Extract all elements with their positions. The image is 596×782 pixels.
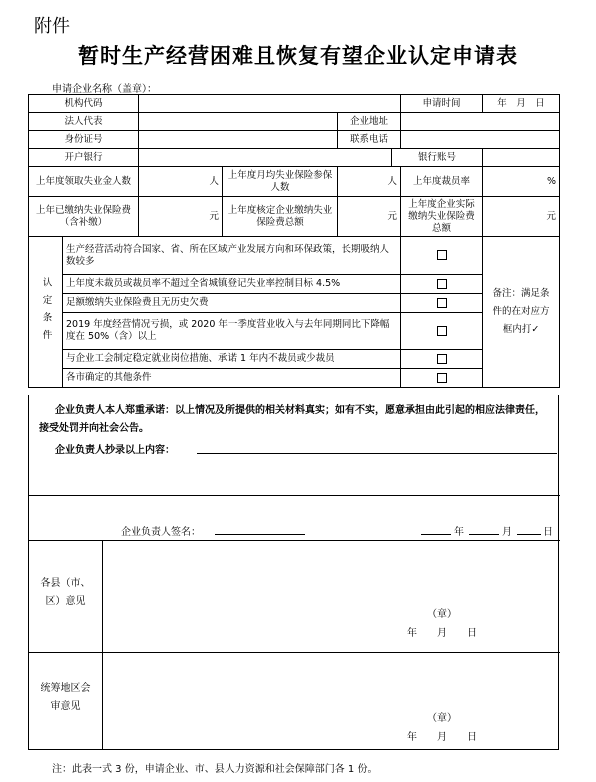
phone-label: 联系电话 bbox=[338, 131, 401, 149]
transcribe-label: 企业负责人抄录以上内容： bbox=[55, 445, 175, 456]
org-code-label: 机构代码 bbox=[29, 95, 139, 113]
actual-premium-label: 上年度企业实际缴纳失业保险费总额 bbox=[401, 197, 483, 237]
conditions-label: 认定条件 bbox=[29, 237, 63, 388]
checkbox-icon[interactable] bbox=[437, 326, 447, 336]
month-field[interactable] bbox=[469, 534, 499, 535]
apply-time-label: 申请时间 bbox=[401, 95, 483, 113]
legal-rep-label: 法人代表 bbox=[29, 113, 139, 131]
account-label: 银行账号 bbox=[392, 149, 483, 167]
county-date[interactable]: 年 月 日 bbox=[407, 628, 477, 639]
condition-checkbox[interactable] bbox=[401, 237, 483, 275]
year-field[interactable] bbox=[421, 534, 451, 535]
apply-time-field[interactable]: 年 月 日 bbox=[483, 95, 560, 113]
checkbox-icon[interactable] bbox=[437, 279, 447, 289]
condition-checkbox[interactable] bbox=[401, 350, 483, 369]
attachment-label: 附件 bbox=[34, 16, 70, 37]
region-seal: （章） bbox=[427, 713, 457, 724]
region-date[interactable]: 年 月 日 bbox=[407, 732, 477, 743]
avg-insured-label: 上年度月均失业保险参保人数 bbox=[223, 167, 338, 197]
county-opinion-label: 各县（市、区）意见 bbox=[40, 578, 91, 607]
county-seal: （章） bbox=[427, 609, 457, 620]
assessed-premium-field[interactable]: 元 bbox=[338, 197, 401, 237]
account-field[interactable] bbox=[483, 149, 560, 167]
promise-text: 企业负责人本人郑重承诺：以上情况及所提供的相关材料真实；如有不实，愿意承担由此引起的相应法律责任，接受处罚并向社会公告。 bbox=[39, 405, 545, 434]
month-label: 月 bbox=[502, 527, 512, 538]
divider bbox=[29, 540, 560, 541]
divider bbox=[102, 540, 103, 750]
legal-rep-field[interactable] bbox=[139, 113, 338, 131]
id-no-field[interactable] bbox=[139, 131, 338, 149]
bottom-section bbox=[28, 395, 559, 750]
paid-premium-label: 上年已缴纳失业保险费（含补缴） bbox=[29, 197, 139, 237]
conditions-remark: 备注：满足条件的在对应方框内打✓ bbox=[483, 237, 560, 388]
id-no-label: 身份证号 bbox=[29, 131, 139, 149]
layoff-rate-label: 上年度裁员率 bbox=[401, 167, 483, 197]
form-title: 暂时生产经营困难且恢复有望企业认定申请表 bbox=[78, 44, 518, 68]
paid-premium-field[interactable]: 元 bbox=[139, 197, 223, 237]
info-table bbox=[28, 94, 560, 388]
checkbox-icon[interactable] bbox=[437, 298, 447, 308]
checkbox-icon[interactable] bbox=[437, 373, 447, 383]
transcribe-line[interactable] bbox=[197, 453, 557, 454]
address-field[interactable] bbox=[401, 113, 560, 131]
layoff-rate-field[interactable]: % bbox=[483, 167, 560, 197]
condition-item: 足额缴纳失业保险费且无历史欠费 bbox=[63, 294, 401, 313]
condition-checkbox[interactable] bbox=[401, 313, 483, 350]
bank-label: 开户银行 bbox=[29, 149, 139, 167]
divider bbox=[29, 652, 560, 653]
phone-field[interactable] bbox=[401, 131, 560, 149]
org-code-field[interactable] bbox=[139, 95, 401, 113]
bank-field[interactable] bbox=[139, 149, 392, 167]
avg-insured-field[interactable]: 人 bbox=[338, 167, 401, 197]
footnote: 注：此表一式 3 份，申请企业、市、县人力资源和社会保障部门各 1 份。 bbox=[52, 764, 378, 775]
condition-item: 上年度未裁员或裁员率不超过全省城镇登记失业率控制目标 4.5% bbox=[63, 275, 401, 294]
day-field[interactable] bbox=[517, 534, 541, 535]
prev-recipients-field[interactable]: 人 bbox=[139, 167, 223, 197]
condition-item: 2019 年度经营情况亏损，或 2020 年一季度营业收入与去年同期同比下降幅度在 50%（含）以上 bbox=[63, 313, 401, 350]
condition-item: 各市确定的其他条件 bbox=[63, 369, 401, 388]
condition-checkbox[interactable] bbox=[401, 294, 483, 313]
signature-field[interactable] bbox=[215, 534, 305, 535]
address-label: 企业地址 bbox=[338, 113, 401, 131]
transcribe-line[interactable] bbox=[29, 495, 560, 496]
day-label: 日 bbox=[543, 527, 553, 538]
assessed-premium-label: 上年度核定企业缴纳失业保险费总额 bbox=[223, 197, 338, 237]
condition-item: 生产经营活动符合国家、省、所在区域产业发展方向和环保政策，长期吸纳人数较多 bbox=[63, 237, 401, 275]
sign-label: 企业负责人签名： bbox=[121, 527, 201, 538]
applicant-name-label: 申请企业名称（盖章）： bbox=[52, 84, 157, 95]
actual-premium-field[interactable]: 元 bbox=[483, 197, 560, 237]
condition-checkbox[interactable] bbox=[401, 275, 483, 294]
condition-checkbox[interactable] bbox=[401, 369, 483, 388]
prev-recipients-label: 上年度领取失业金人数 bbox=[29, 167, 139, 197]
checkbox-icon[interactable] bbox=[437, 354, 447, 364]
region-opinion-label: 统筹地区会审意见 bbox=[40, 683, 91, 712]
year-label: 年 bbox=[454, 527, 464, 538]
condition-item: 与企业工会制定稳定就业岗位措施、承诺 1 年内不裁员或少裁员 bbox=[63, 350, 401, 369]
checkbox-icon[interactable] bbox=[437, 250, 447, 260]
